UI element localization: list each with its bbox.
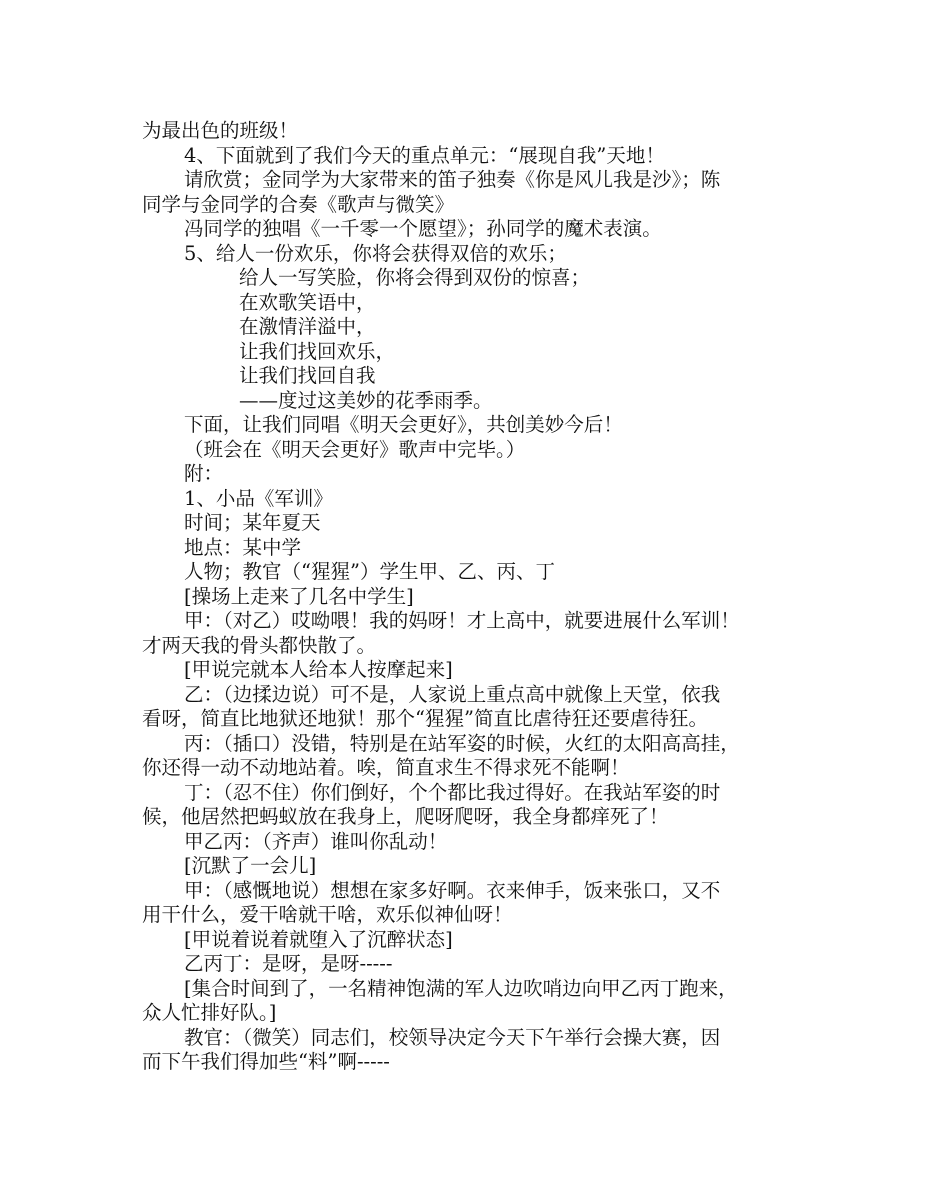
text-line: 时间；某年夏天 bbox=[184, 511, 321, 534]
text-line: 同学与金同学的合奏《歌声与微笑》 bbox=[142, 192, 455, 216]
text-line: [沉默了一会儿] bbox=[184, 854, 317, 877]
text-line: 下面，让我们同唱《明天会更好》，共创美妙今后！ bbox=[184, 413, 623, 436]
text-line: 甲：（感慨地说）想想在家多好啊。衣来伸手，饭来张口，又不 bbox=[184, 878, 721, 902]
text-line: 而下午我们得加些“料”啊----- bbox=[142, 1050, 390, 1073]
text-line: 请欣赏；金同学为大家带来的笛子独奏《你是风儿我是沙》；陈 bbox=[184, 168, 721, 191]
text-line: 地点：某中学 bbox=[184, 535, 302, 559]
text-line: 在激情洋溢中， bbox=[239, 315, 376, 338]
text-line: [甲说着说着就堕入了沉醉状态] bbox=[184, 927, 453, 951]
text-line: [集合时间到了，一名精神饱满的军人边吹哨边向甲乙丙丁跑来， bbox=[184, 976, 738, 1000]
text-line: 1、小品《军训》 bbox=[184, 486, 333, 510]
text-line: 为最出色的班级！ bbox=[142, 119, 299, 142]
text-line: （班会在《明天会更好》歌声中完毕。） bbox=[184, 437, 526, 461]
text-line: 人物；教官（“猩猩”）学生甲、乙、丙、丁 bbox=[184, 560, 555, 583]
text-line: [操场上走来了几名中学生] bbox=[184, 584, 414, 608]
text-line: 4、下面就到了我们今天的重点单元：“展现自我”天地！ bbox=[184, 143, 665, 167]
text-line: 甲乙丙：（齐声）谁叫你乱动！ bbox=[184, 829, 448, 853]
text-line: ——度过这美妙的花季雨季。 bbox=[239, 388, 493, 412]
document-body bbox=[142, 119, 822, 1075]
text-line: 众人忙排好队。] bbox=[142, 1001, 277, 1024]
text-line: 乙丙丁：是呀，是呀----- bbox=[184, 952, 393, 975]
text-line: 让我们找回欢乐， bbox=[239, 339, 396, 363]
text-line: 用干什么，爱干啥就干啥，欢乐似神仙呀！ bbox=[142, 903, 513, 926]
text-line: 在欢歌笑语中， bbox=[239, 290, 376, 314]
text-line: 丙：（插口）没错，特别是在站军姿的时候，火红的太阳高高挂， bbox=[184, 731, 740, 755]
text-line: 冯同学的独唱《一千零一个愿望》；孙同学的魔术表演。 bbox=[184, 217, 662, 240]
text-line: 丁：（忍不住）你们倒好，个个都比我过得好。在我站军姿的时 bbox=[184, 780, 721, 804]
text-line: 给人一写笑脸，你将会得到双份的惊喜； bbox=[239, 266, 591, 289]
text-line: 附： bbox=[184, 462, 224, 485]
text-line: 让我们找回自我 bbox=[239, 364, 376, 387]
text-line: 看呀，简直比地狱还地狱！那个“猩猩”简直比虐待狂还要虐待狂。 bbox=[142, 707, 708, 730]
text-line: 乙：（边揉边说）可不是，人家说上重点高中就像上天堂，依我 bbox=[184, 682, 721, 706]
text-line: 教官：（微笑）同志们，校领导决定今天下午举行会操大赛，因 bbox=[184, 1025, 721, 1049]
text-line: [甲说完就本人给本人按摩起来] bbox=[184, 658, 453, 681]
text-line: 你还得一动不动地站着。唉，简直求生不得求死不能啊！ bbox=[142, 756, 630, 779]
text-line: 5、给人一份欢乐，你将会获得双倍的欢乐； bbox=[184, 241, 567, 265]
text-line: 候，他居然把蚂蚁放在我身上，爬呀爬呀，我全身都痒死了！ bbox=[142, 805, 669, 828]
text-line: 才两天我的骨头都快散了。 bbox=[142, 633, 377, 657]
text-line: 甲：（对乙）哎呦喂！我的妈呀！才上高中，就要进展什么军训！ bbox=[184, 609, 740, 632]
